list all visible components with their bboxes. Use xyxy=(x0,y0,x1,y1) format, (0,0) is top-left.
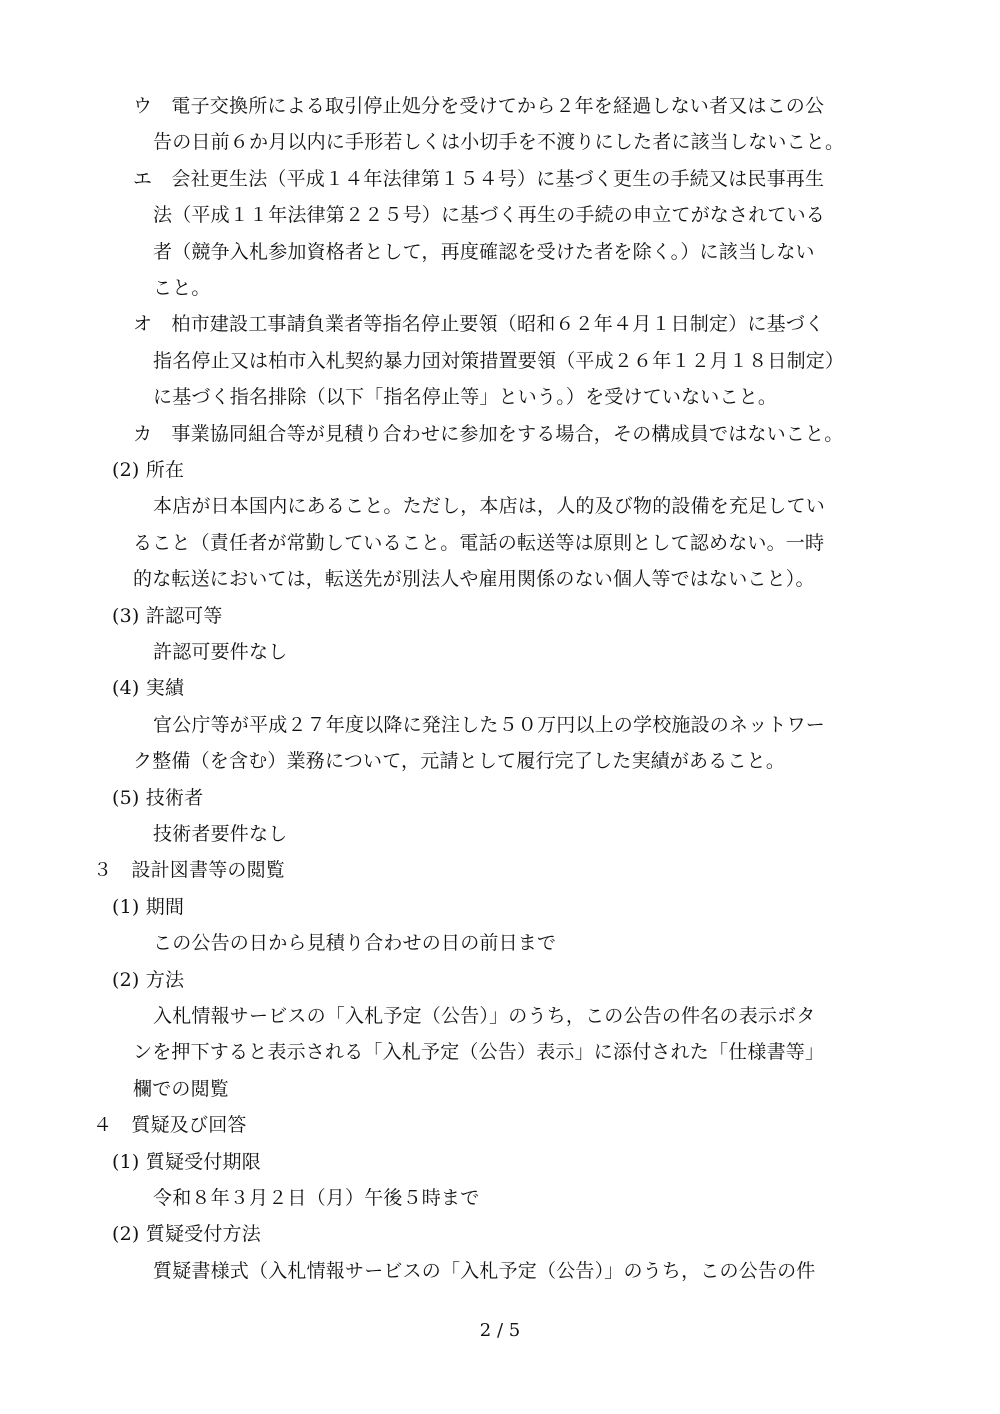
text-line: 令和８年３月２日（月）午後５時まで xyxy=(153,1187,480,1209)
text-line: 指名停止又は柏市入札契約暴力団対策措置要領（平成２６年１２月１８日制定） xyxy=(153,350,845,372)
section-heading: (2) 方法 xyxy=(112,969,185,991)
section-heading: (1) 期間 xyxy=(112,896,185,918)
text-line: 告の日前６か月以内に手形若しくは小切手を不渡りにした者に該当しないこと。 xyxy=(153,131,845,153)
text-line: 技術者要件なし xyxy=(153,823,288,845)
text-line: 者（競争入札参加資格者として，再度確認を受けた者を除く。）に該当しない xyxy=(153,241,815,263)
section-heading: ３ 設計図書等の閲覧 xyxy=(93,859,286,881)
text-line: 入札情報サービスの「入札予定（公告）」のうち，この公告の件名の表示ボタ xyxy=(153,1005,816,1027)
section-heading: (2) 質疑受付方法 xyxy=(112,1223,261,1245)
text-line: こと。 xyxy=(153,277,211,299)
text-line: 許認可要件なし xyxy=(153,641,288,663)
text-line: オ 柏市建設工事請負業者等指名停止要領（昭和６２年４月１日制定）に基づく xyxy=(133,313,825,335)
text-line: カ 事業協同組合等が見積り合わせに参加をする場合，その構成員ではないこと。 xyxy=(133,423,844,445)
text-line: 法（平成１１年法律第２２５号）に基づく再生の手続の申立てがなされている xyxy=(153,204,826,226)
text-line: この公告の日から見積り合わせの日の前日まで xyxy=(153,932,557,954)
text-line: 質疑書様式（入札情報サービスの「入札予定（公告）」のうち，この公告の件 xyxy=(153,1260,816,1282)
text-line: ウ 電子交換所による取引停止処分を受けてから２年を経過しない者又はこの公 xyxy=(133,95,825,117)
text-line: 官公庁等が平成２７年度以降に発注した５０万円以上の学校施設のネットワー xyxy=(153,714,826,736)
text-line: 的な転送においては，転送先が別法人や雇用関係のない個人等ではないこと）。 xyxy=(133,568,815,590)
text-line: ンを押下すると表示される「入札予定（公告）表示」に添付された「仕様書等」 xyxy=(133,1041,825,1063)
section-heading: (2) 所在 xyxy=(112,459,185,481)
text-line: ること（責任者が常勤していること。電話の転送等は原則として認めない。一時 xyxy=(133,532,825,554)
text-line: ク整備（を含む）業務について，元請として履行完了した実績があること。 xyxy=(133,750,786,772)
text-line: 本店が日本国内にあること。ただし，本店は，人的及び物的設備を充足してい xyxy=(153,495,826,517)
section-heading: (5) 技術者 xyxy=(112,787,204,809)
text-line: エ 会社更生法（平成１４年法律第１５４号）に基づく更生の手続又は民事再生 xyxy=(133,168,825,190)
section-heading: (1) 質疑受付期限 xyxy=(112,1151,261,1173)
section-heading: ４ 質疑及び回答 xyxy=(93,1114,247,1136)
page-number: 2 / 5 xyxy=(479,1320,521,1341)
section-heading: (4) 実績 xyxy=(112,677,185,699)
section-heading: (3) 許認可等 xyxy=(112,605,223,627)
text-line: に基づく指名排除（以下「指名停止等」という。）を受けていないこと。 xyxy=(153,386,778,408)
text-line: 欄での閲覧 xyxy=(133,1078,230,1100)
